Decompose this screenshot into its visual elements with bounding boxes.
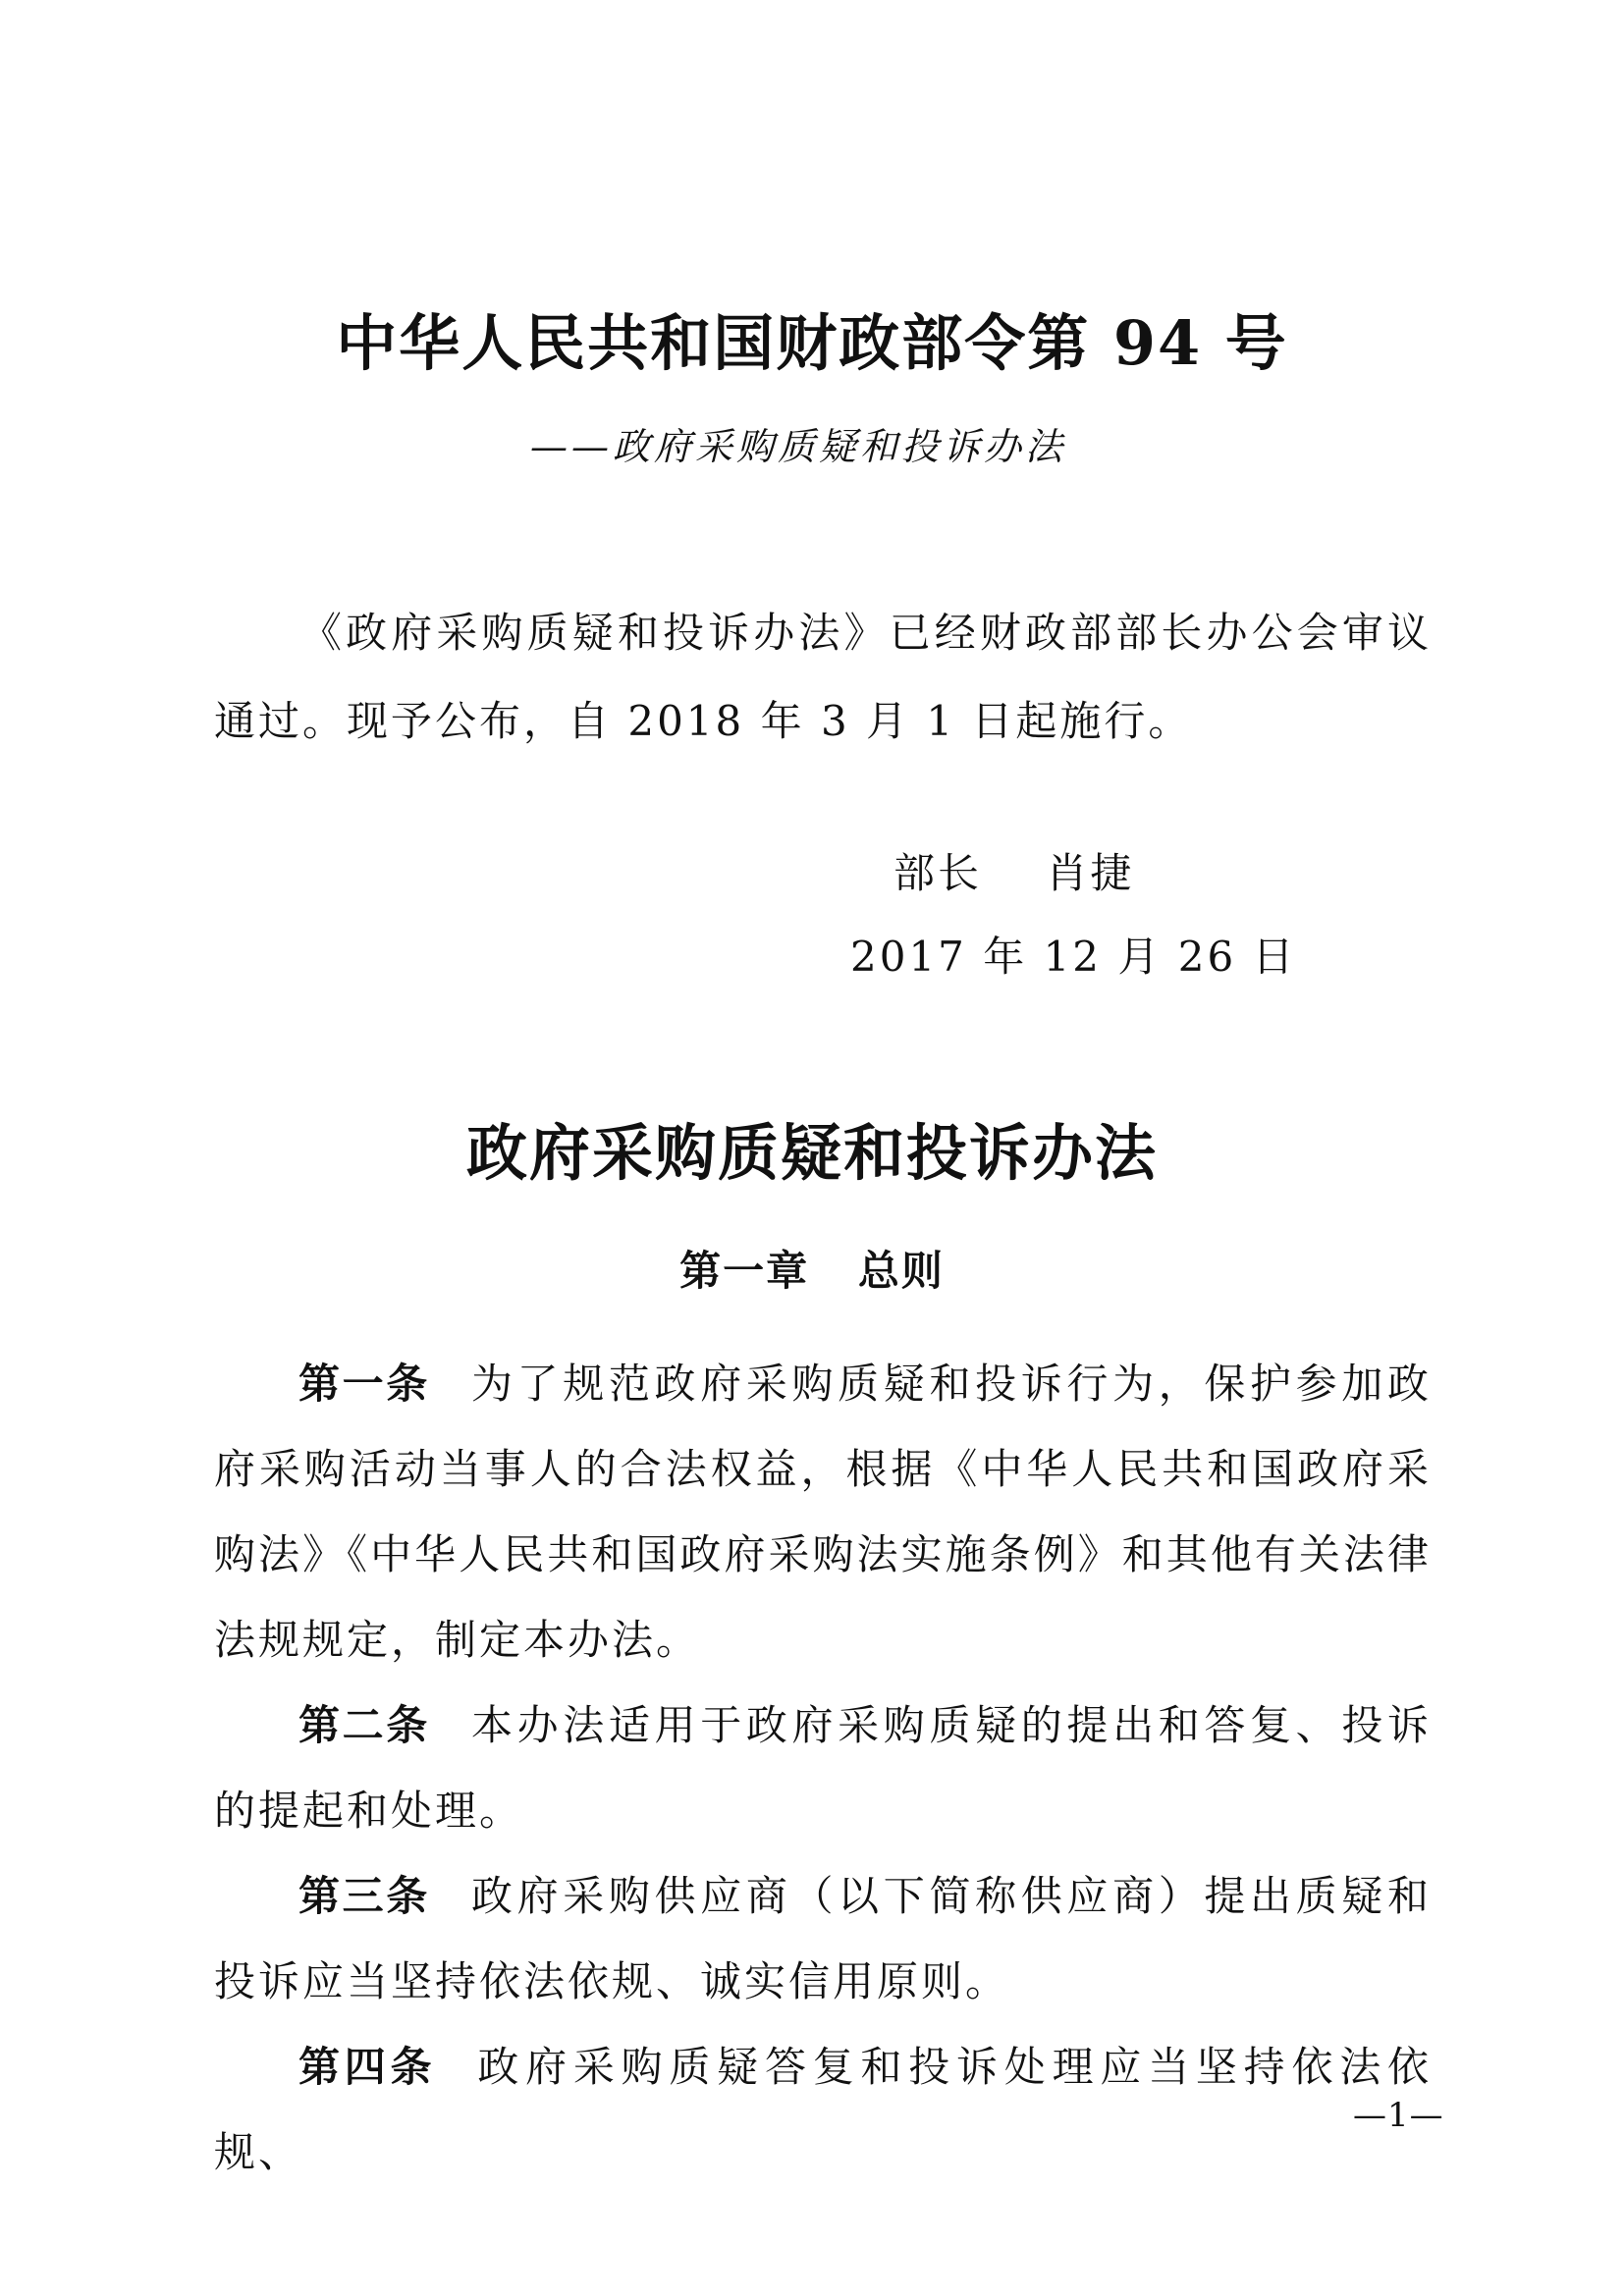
- signature-date: 2017 年 12 月 26 日: [850, 933, 1297, 981]
- signer-line: 部长 肖捷: [893, 849, 1135, 897]
- promulgation-paragraph: 《政府采购质疑和投诉办法》已经财政部部长办公会审议通过。现予公布，自 2018 年 3 月 1 日起施行。: [214, 609, 1432, 745]
- article-label: 第四条: [298, 2043, 437, 2091]
- page-number: —1—: [1353, 2096, 1444, 2135]
- document-title: 政府采购质疑和投诉办法: [465, 1117, 1158, 1189]
- article-text: 本办法适用于政府采购质疑的提出和答复、投诉的提起和处理。: [214, 1701, 1432, 1835]
- article-1: [214, 1341, 1432, 1682]
- article-text: 为了规范政府采购质疑和投诉行为，保护参加政府采购活动当事人的合法权益，根据《中华人民共和国政府采购法》《中华人民共和国政府采购法实施条例》和其他有关法律法规规定，制定本办法。: [214, 1360, 1432, 1664]
- article-label: 第一条: [298, 1360, 430, 1408]
- order-title: 中华人民共和国财政部令第 94 号: [336, 307, 1288, 379]
- article-4: [214, 2024, 1432, 2195]
- article-label: 第三条: [298, 1872, 430, 1920]
- article-text: 政府采购质疑答复和投诉处理应当坚持依法依规、: [214, 2043, 1432, 2176]
- article-text: 政府采购供应商（以下简称供应商）提出质疑和投诉应当坚持依法依规、诚实信用原则。: [214, 1872, 1432, 2005]
- chapter-heading: 第一章 总则: [679, 1247, 945, 1295]
- order-subtitle: ——政府采购质疑和投诉办法: [530, 425, 1067, 468]
- articles-section: [214, 1341, 1432, 2195]
- article-3: [214, 1853, 1432, 2024]
- article-label: 第二条: [298, 1701, 430, 1749]
- article-2: [214, 1682, 1432, 1853]
